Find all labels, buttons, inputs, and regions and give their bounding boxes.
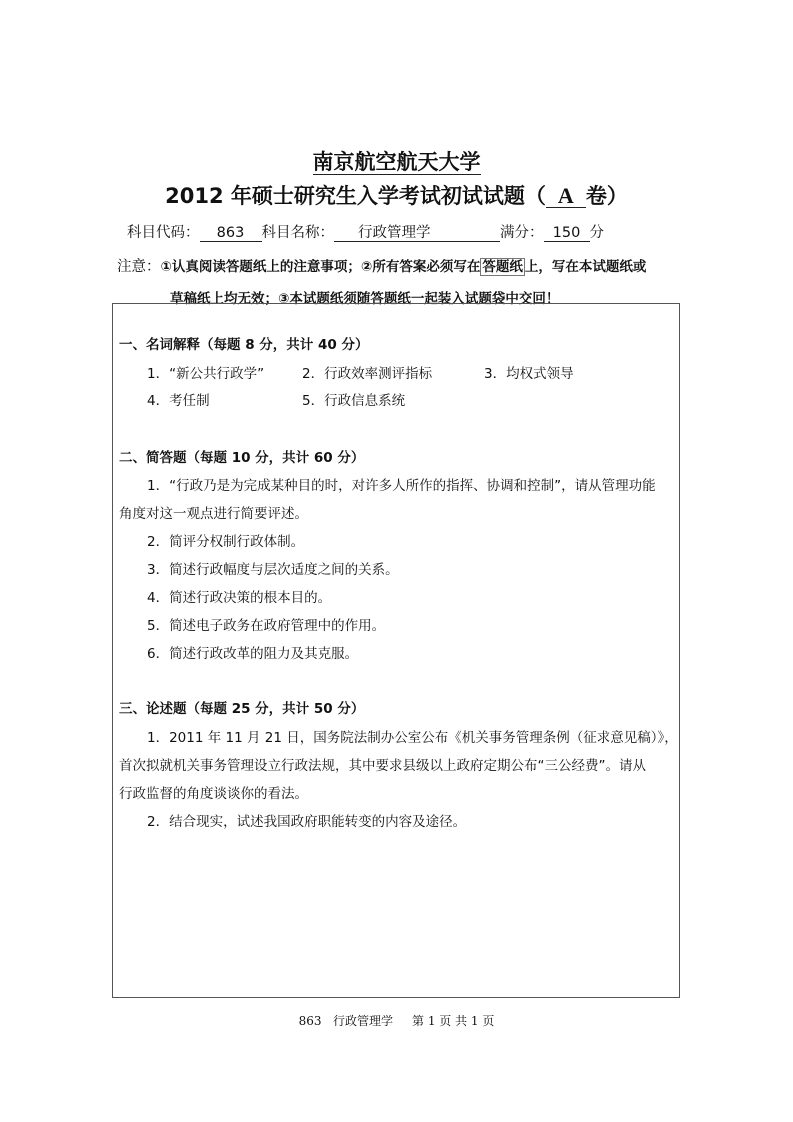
subject-name-label: 科目名称： xyxy=(261,225,334,241)
question-item: 3．均权式领导 xyxy=(484,366,574,382)
paper-letter: A xyxy=(546,185,586,208)
question-item: 1．“行政乃是为完成某种目的时，对许多人所作的指挥、协调和控制”，请从管理功能 xyxy=(147,478,656,494)
subject-code-label: 科目代码： xyxy=(127,225,200,241)
section-heading-1: 一、名词解释（每题 8 分，共计 40 分） xyxy=(119,337,369,353)
notice-line-2: 草稿纸上均无效；③本试题纸须随答题纸一起装入试题袋中交回！ xyxy=(170,291,560,307)
question-item: 2．简评分权制行政体制。 xyxy=(147,534,305,550)
question-item: 1．2011 年 11 月 21 日，国务院法制办公室公布《机关事务管理条例（征求意见稿）》， xyxy=(147,730,678,746)
university-name-text: 南京航空航天大学 xyxy=(312,150,481,174)
question-item: 5．简述电子政务在政府管理中的作用。 xyxy=(147,618,386,634)
page-footer: 863 行政管理学 第 1 页 共 1 页 xyxy=(298,1014,495,1028)
exam-title-prefix: 2012 年硕士研究生入学考试初试试题（ xyxy=(165,184,546,208)
full-score-label: 满分： xyxy=(500,225,544,241)
question-item: 行政监督的角度谈谈你的看法。 xyxy=(119,786,308,802)
full-score-value: 150 xyxy=(544,225,590,242)
section-heading-2: 二、简答题（每题 10 分，共计 60 分） xyxy=(119,450,365,466)
question-item: 2．结合现实，试述我国政府职能转变的内容及途径。 xyxy=(147,814,467,830)
question-item: 2．行政效率测评指标 xyxy=(302,366,433,382)
question-item: 3．简述行政幅度与层次适度之间的关系。 xyxy=(147,562,399,578)
subject-name-text: 行政管理学 xyxy=(358,225,431,241)
question-item: 5．行政信息系统 xyxy=(302,393,406,409)
university-name xyxy=(0,146,793,176)
notice-text-b: 上，写在本试题纸或 xyxy=(524,259,647,275)
subject-code-value: 863 xyxy=(200,225,262,242)
section-heading-3: 三、论述题（每题 25 分，共计 50 分） xyxy=(119,701,365,717)
question-item: 6．简述行政改革的阻力及其克服。 xyxy=(147,646,359,662)
exam-title xyxy=(0,180,793,210)
notice-line-1 xyxy=(117,255,646,276)
question-item: 首次拟就机关事务管理设立行政法规，其中要求县级以上政府定期公布“三公经费”。请从 xyxy=(119,758,646,774)
question-item: 4．考任制 xyxy=(147,393,210,409)
question-item: 4．简述行政决策的根本目的。 xyxy=(147,590,332,606)
notice-lead: 注意： xyxy=(117,259,161,275)
notice-text-a: ①认真阅读答题纸上的注意事项；②所有答案必须写在 xyxy=(160,259,481,275)
exam-title-suffix: 卷） xyxy=(585,184,628,208)
full-score-unit: 分 xyxy=(589,225,604,241)
question-item: 1．“新公共行政学” xyxy=(147,366,265,382)
question-item: 角度对这一观点进行简要评述。 xyxy=(119,506,308,522)
subject-name-value xyxy=(334,225,500,242)
notice-boxed-text: 答题纸 xyxy=(482,259,523,275)
subject-meta xyxy=(127,221,604,242)
